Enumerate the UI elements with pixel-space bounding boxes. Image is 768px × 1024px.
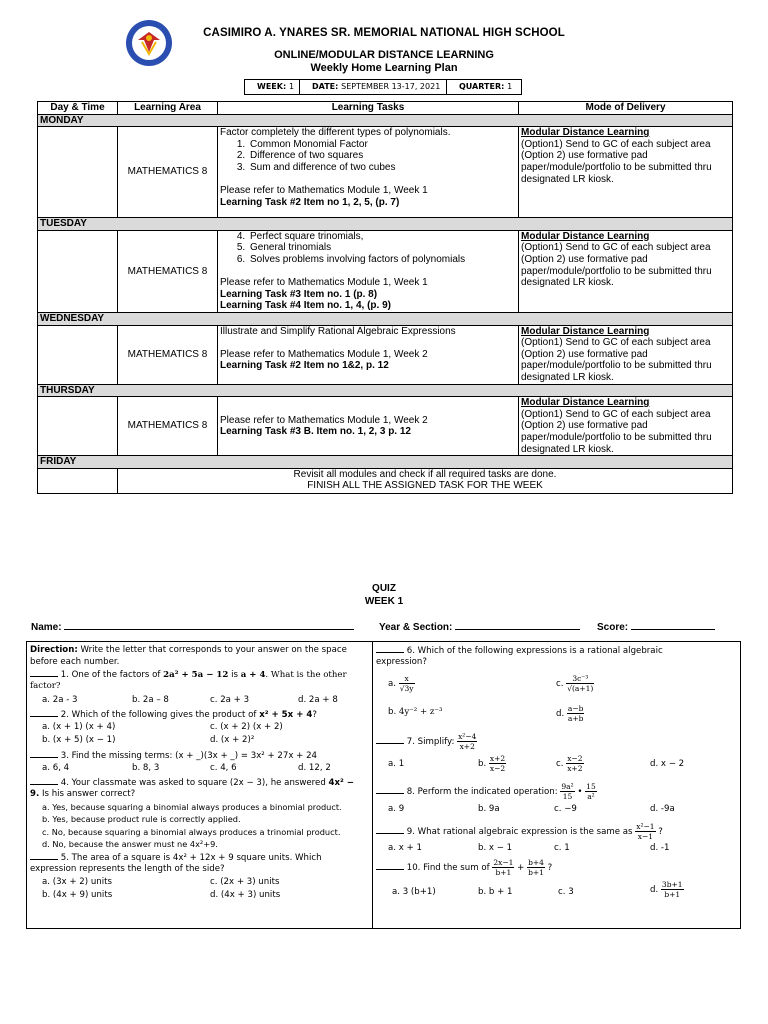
table-header <box>38 102 733 115</box>
question-3: 3. Find the missing terms: (x + _)(3x + _) = 3x² + 27x + 24 <box>30 749 317 762</box>
question-2: 2. Which of the following gives the product of x² + 5x + 4? <box>30 708 317 721</box>
program-title: ONLINE/MODULAR DISTANCE LEARNING <box>274 49 494 61</box>
year-section-field: Year & Section: <box>379 620 580 633</box>
tasks-monday: Factor completely the different types of polynomials. 1. Common Monomial Factor 2. Difference of two squares 3. Sum and difference of two cubes Please refer to Mathematics Module 1, Week 1 Learning Task #2 Item no 1, 2, 5, (p. 7) <box>218 127 519 218</box>
day-thursday: THURSDAY <box>38 384 733 397</box>
mode-tuesday: Modular Distance Learning (Option1) Send to GC of each subject area (Option 2) use formative pad paper/module/portfolio to be submitted thru designated LR kiosk. <box>519 230 733 312</box>
table-row <box>38 127 733 218</box>
header-tasks: Learning Tasks <box>218 102 519 115</box>
question-8: 8. Perform the indicated operation: $\frac{\text{9a²}}{15}$ • $\frac{15}{\text{a²}}$ <box>376 782 597 801</box>
date-cell: DATE: SEPTEMBER 13-17, 2021 <box>300 80 447 94</box>
day-friday: FRIDAY <box>38 456 733 469</box>
table-row <box>38 397 733 456</box>
plan-title: Weekly Home Learning Plan <box>310 62 458 74</box>
table-row <box>38 468 733 493</box>
question-4: 4. Your classmate was asked to square (2x − 3), he answered 4x² − <box>30 776 354 789</box>
question-7: 7. Simplify: $\frac{\text{x²−4}}{x+2}$ <box>376 732 477 751</box>
meta-box <box>244 79 522 95</box>
week-cell: WEEK: 1 <box>245 80 300 94</box>
quiz-week: WEEK 1 <box>364 596 404 607</box>
table-row <box>38 230 733 312</box>
learning-area: MATHEMATICS 8 <box>118 127 218 218</box>
mode-wednesday: Modular Distance Learning (Option1) Send to GC of each subject area (Option 2) use formative pad paper/module/portfolio to be submitted thru designated LR kiosk. <box>519 325 733 384</box>
day-wednesday: WEDNESDAY <box>38 312 733 325</box>
mode-monday: Modular Distance Learning (Option1) Send to GC of each subject area (Option 2) use formative pad paper/module/portfolio to be submitted thru designated LR kiosk. <box>519 127 733 218</box>
mode-thursday: Modular Distance Learning (Option1) Send to GC of each subject area (Option 2) use formative pad paper/module/portfolio to be submitted thru designated LR kiosk. <box>519 397 733 456</box>
learning-area: MATHEMATICS 8 <box>118 230 218 312</box>
tasks-tuesday: 4. Perfect square trinomials, 5. General trinomials 6. Solves problems involving factors of polynomials Please refer to Mathematics Module 1, Week 1 Learning Task #3 Item no. 1 (p. 8) Learning Task #4 Item no. 1, 4, (p. 9) <box>218 230 519 312</box>
tasks-thursday: Please refer to Mathematics Module 1, Week 2 Learning Task #3 B. Item no. 1, 2, 3 p. 12 <box>218 397 519 456</box>
header-day: Day & Time <box>38 102 118 115</box>
question-1: 1. One of the factors of 2a² + 5a − 12 is a + 4. What is the other <box>30 668 347 681</box>
question-10: 10. Find the sum of $\frac{2x-1}{b+1}$ + $\frac{b+4}{b+1}$ ? <box>376 858 552 877</box>
header-mode: Mode of Delivery <box>519 102 733 115</box>
day-tuesday: TUESDAY <box>38 218 733 231</box>
learning-area: MATHEMATICS 8 <box>118 397 218 456</box>
day-monday: MONDAY <box>38 114 733 127</box>
learning-plan-table <box>37 101 733 494</box>
question-5: 5. The area of a square is 4x² + 12x + 9 square units. Which <box>30 851 322 864</box>
tasks-wednesday: Illustrate and Simplify Rational Algebraic Expressions Please refer to Mathematics Module 1, Week 2 Learning Task #2 Item no 1&2, p. 12 <box>218 325 519 384</box>
quarter-cell: QUARTER: 1 <box>459 82 513 91</box>
question-6: 6. Which of the following expressions is a rational algebraic <box>376 644 663 657</box>
quiz-title: QUIZ <box>372 583 396 594</box>
learning-area: MATHEMATICS 8 <box>118 325 218 384</box>
quiz-divider <box>372 641 373 929</box>
table-row <box>38 325 733 384</box>
score-field: Score: <box>597 620 715 633</box>
tasks-friday: Revisit all modules and check if all required tasks are done. FINISH ALL THE ASSIGNED TASK FOR THE WEEK <box>118 468 733 493</box>
name-field: Name: <box>31 620 354 633</box>
school-name: CASIMIRO A. YNARES SR. MEMORIAL NATIONAL HIGH SCHOOL <box>203 27 565 39</box>
header-area: Learning Area <box>118 102 218 115</box>
question-9: 9. What rational algebraic expression is the same as $\frac{\text{x²−1}}{x-1}$ ? <box>376 822 663 841</box>
